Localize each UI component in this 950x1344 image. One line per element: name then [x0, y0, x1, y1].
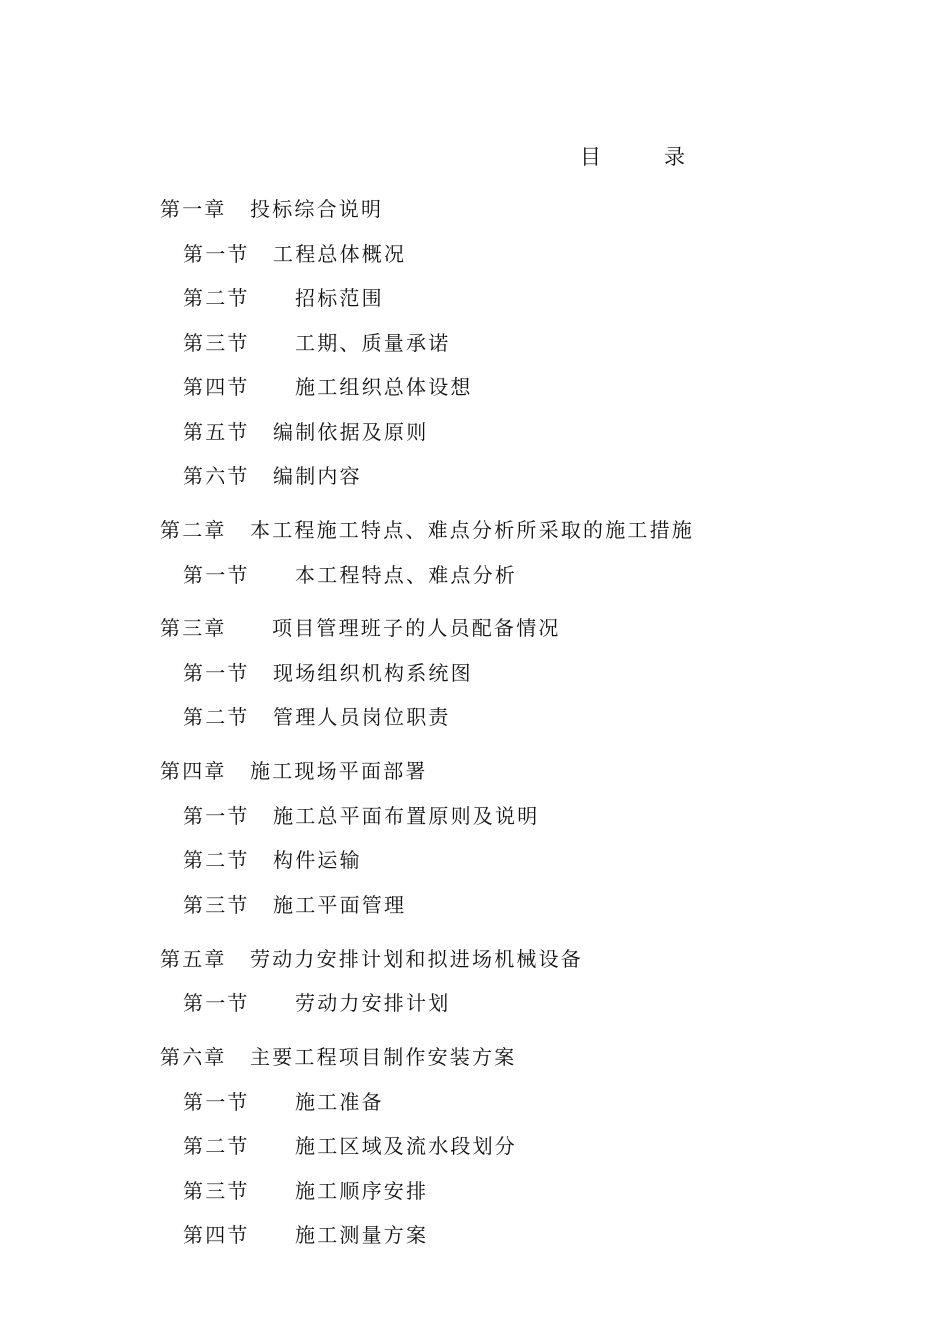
toc-section [183, 802, 539, 830]
section-number: 第二节 [183, 705, 250, 729]
chapter-number: 第六章 [160, 1045, 227, 1069]
section-title: 编制依据及原则 [273, 420, 429, 444]
section-title: 施工顺序安排 [295, 1179, 429, 1203]
toc-section [183, 1088, 384, 1116]
toc-section [183, 1221, 428, 1249]
toc-section [183, 659, 473, 687]
toc-section [183, 418, 428, 446]
chapter-title: 项目管理班子的人员配备情况 [272, 616, 561, 640]
section-title: 施工平面管理 [273, 893, 407, 917]
section-number: 第四节 [183, 1223, 250, 1247]
toc-section [183, 561, 517, 589]
section-title: 招标范围 [295, 286, 384, 310]
toc-section [183, 1177, 428, 1205]
toc-chapter [160, 1043, 516, 1071]
section-title: 本工程特点、难点分析 [295, 563, 517, 587]
section-title: 构件运输 [273, 848, 362, 872]
section-number: 第一节 [183, 1090, 250, 1114]
section-title: 施工测量方案 [295, 1223, 429, 1247]
toc-section [183, 989, 450, 1017]
section-title: 编制内容 [273, 464, 362, 488]
toc-section [183, 703, 451, 731]
toc-chapter [160, 614, 561, 642]
chapter-number: 第五章 [160, 947, 227, 971]
toc-section [183, 891, 406, 919]
toc-section [183, 1132, 517, 1160]
toc-chapter [160, 757, 428, 785]
chapter-title: 投标综合说明 [250, 197, 384, 221]
section-title: 现场组织机构系统图 [273, 661, 473, 685]
section-number: 第一节 [183, 661, 250, 685]
chapter-number: 第一章 [160, 197, 227, 221]
toc-section [183, 462, 362, 490]
section-number: 第四节 [183, 375, 250, 399]
chapter-number: 第三章 [160, 616, 227, 640]
toc-chapter [160, 516, 694, 544]
section-title: 工程总体概况 [273, 242, 407, 266]
section-number: 第五节 [183, 420, 250, 444]
toc-section [183, 240, 406, 268]
section-title: 施工区域及流水段划分 [295, 1134, 517, 1158]
section-number: 第二节 [183, 848, 250, 872]
section-number: 第二节 [183, 286, 250, 310]
section-number: 第一节 [183, 991, 250, 1015]
toc-section [183, 846, 362, 874]
title-part-2: 录 [664, 145, 686, 169]
toc-chapter [160, 195, 383, 223]
section-title: 施工准备 [295, 1090, 384, 1114]
toc-section [183, 284, 384, 312]
section-number: 第六节 [183, 464, 250, 488]
chapter-title: 施工现场平面部署 [250, 759, 428, 783]
section-number: 第三节 [183, 1179, 250, 1203]
toc-chapter [160, 945, 583, 973]
section-number: 第三节 [183, 893, 250, 917]
section-title: 施工总平面布置原则及说明 [273, 804, 540, 828]
section-number: 第三节 [183, 331, 250, 355]
section-number: 第一节 [183, 804, 250, 828]
chapter-number: 第二章 [160, 518, 227, 542]
section-title: 施工组织总体设想 [295, 375, 473, 399]
section-title: 工期、质量承诺 [295, 331, 451, 355]
section-number: 第一节 [183, 242, 250, 266]
chapter-title: 劳动力安排计划和拟进场机械设备 [250, 947, 583, 971]
toc-section [183, 329, 450, 357]
toc-section [183, 373, 473, 401]
section-number: 第一节 [183, 563, 250, 587]
section-title: 劳动力安排计划 [295, 991, 451, 1015]
chapter-title: 本工程施工特点、难点分析所采取的施工措施 [250, 518, 694, 542]
chapter-title: 主要工程项目制作安装方案 [250, 1045, 517, 1069]
section-number: 第二节 [183, 1134, 250, 1158]
title-part-1: 目 [580, 145, 602, 169]
section-title: 管理人员岗位职责 [273, 705, 451, 729]
chapter-number: 第四章 [160, 759, 227, 783]
